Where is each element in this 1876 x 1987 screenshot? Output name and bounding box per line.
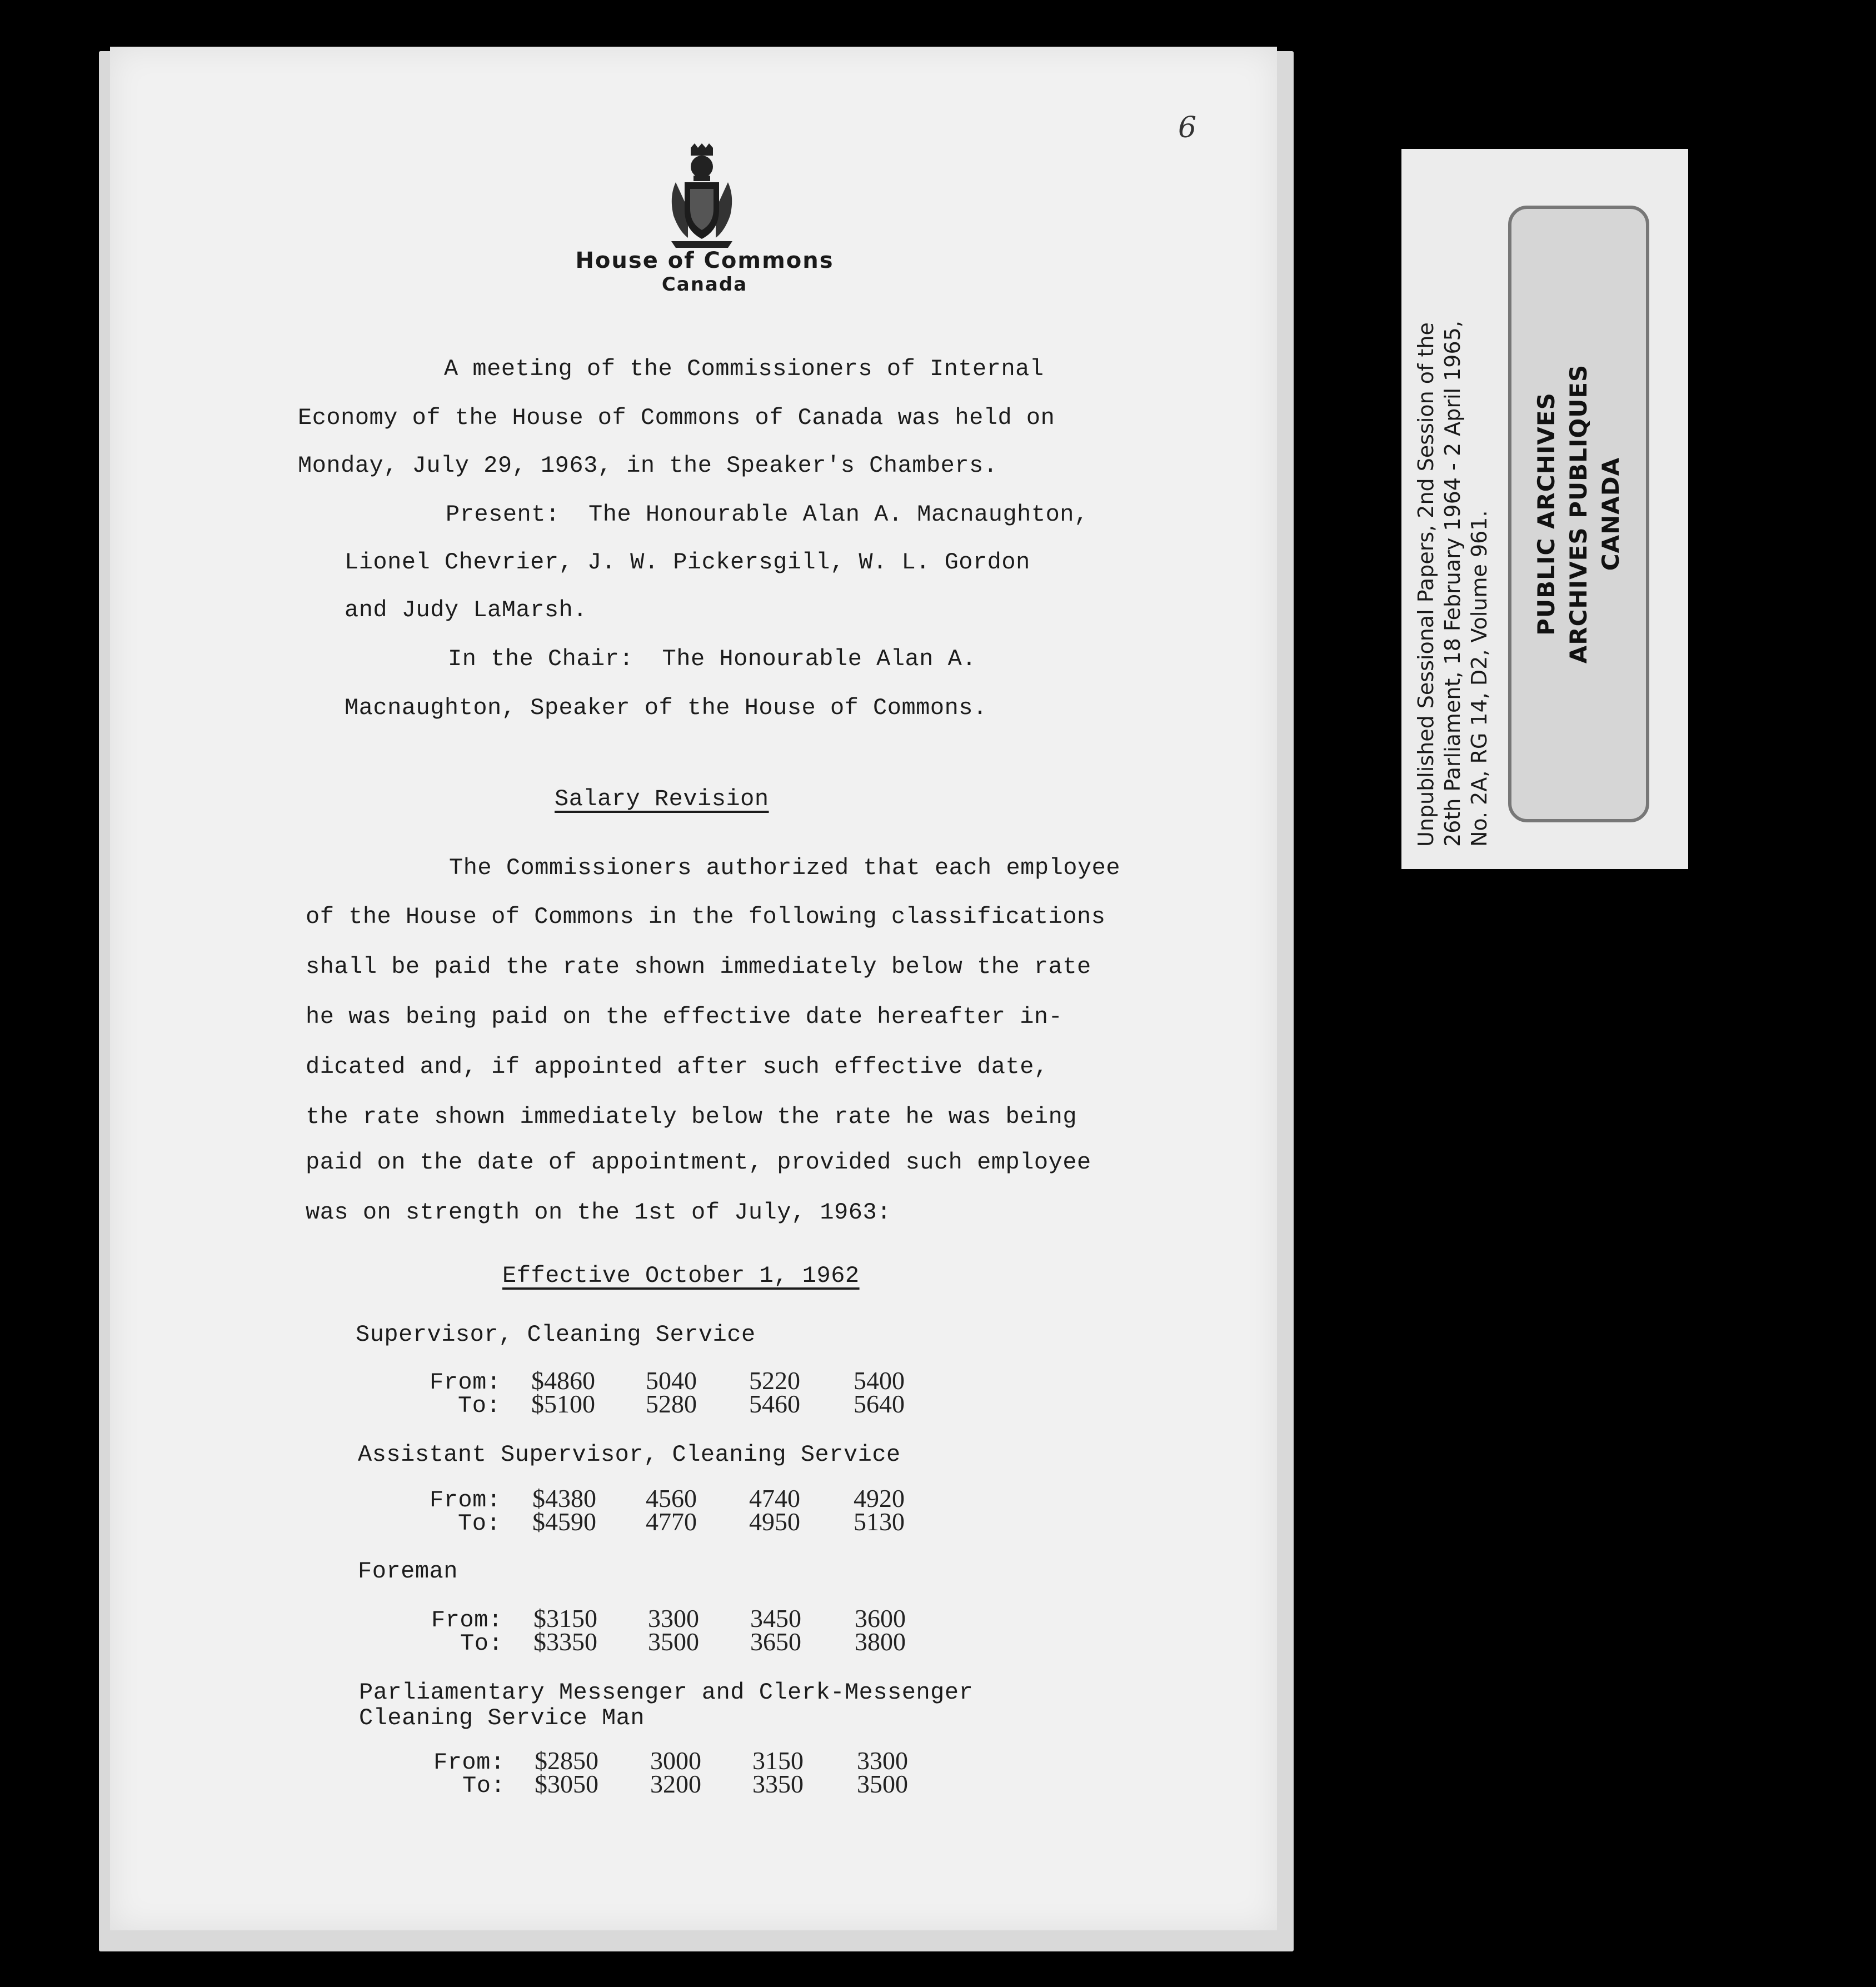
archive-label	[1401, 149, 1688, 869]
present-line: Lionel Chevrier, J. W. Pickersgill, W. L. Gordon	[345, 549, 1030, 576]
rate-value: 4770	[646, 1507, 697, 1536]
coat-of-arms-icon	[666, 143, 738, 249]
rate-value: 3000	[650, 1746, 701, 1775]
classification-title: Supervisor, Cleaning Service	[356, 1321, 756, 1348]
to-label: To:	[458, 1510, 501, 1537]
to-label: To:	[462, 1773, 506, 1799]
archive-stamp	[1508, 206, 1649, 822]
classification-title: Cleaning Service Man	[359, 1705, 645, 1731]
rate-value: 3150	[752, 1746, 804, 1775]
rate-value: $4380	[532, 1484, 596, 1512]
page-number: 6	[1178, 111, 1197, 144]
body-line: he was being paid on the effective date hereafter in-	[306, 1004, 1063, 1030]
rate-value: $4860	[531, 1366, 595, 1395]
rate-value: 3300	[857, 1746, 908, 1775]
archive-caption-line: Unpublished Sessional Papers, 2nd Session of the	[1414, 322, 1438, 847]
archive-label-rotated	[1401, 149, 1688, 869]
rate-value: 5640	[854, 1390, 905, 1418]
intro-line: Monday, July 29, 1963, in the Speaker's Chambers.	[298, 452, 998, 479]
rate-value: 3200	[650, 1770, 701, 1798]
rate-value: $3050	[535, 1770, 598, 1798]
classification-title: Assistant Supervisor, Cleaning Service	[358, 1441, 901, 1468]
intro-line: Economy of the House of Commons of Canada was held on	[298, 405, 1055, 431]
chair-line: In the Chair: The Honourable Alan A.	[448, 646, 977, 672]
letterhead-title: House of Commons	[575, 248, 834, 273]
archive-stamp-line: CANADA	[1597, 457, 1624, 571]
rate-value: $3350	[533, 1627, 597, 1656]
rate-value: $5100	[531, 1390, 595, 1418]
rate-value: 3800	[855, 1627, 906, 1656]
rate-value: 5220	[749, 1366, 800, 1395]
body-line: paid on the date of appointment, provided such employee	[306, 1149, 1091, 1176]
rate-value: 3500	[857, 1770, 908, 1798]
rate-value: $2850	[535, 1746, 598, 1775]
rate-value: 5460	[749, 1390, 800, 1418]
from-label: From:	[430, 1487, 501, 1514]
rate-value: 4950	[749, 1507, 800, 1536]
rate-value: $3150	[533, 1604, 597, 1632]
body-line: the rate shown immediately below the rate he was being	[306, 1104, 1077, 1130]
rate-value: 5040	[646, 1366, 697, 1395]
rate-value: 3450	[750, 1604, 801, 1632]
from-label: From:	[431, 1607, 503, 1634]
to-label: To:	[458, 1392, 501, 1419]
section-heading: Salary Revision	[555, 786, 769, 812]
from-label: From:	[433, 1749, 505, 1776]
rate-value: 3500	[648, 1627, 699, 1656]
document-page	[110, 47, 1277, 1930]
body-line: dicated and, if appointed after such effective date,	[306, 1054, 1049, 1080]
rate-value: 3350	[752, 1770, 804, 1798]
rate-value: 3600	[855, 1604, 906, 1632]
letterhead-subtitle: Canada	[661, 273, 748, 296]
rate-value: 3300	[648, 1604, 699, 1632]
to-label: To:	[460, 1630, 503, 1657]
body-line: The Commissioners authorized that each employee	[449, 855, 1121, 881]
rate-value: 5400	[854, 1366, 905, 1395]
rate-value: 4740	[749, 1484, 800, 1512]
effective-heading: Effective October 1, 1962	[502, 1262, 860, 1289]
body-line: was on strength on the 1st of July, 1963:	[306, 1199, 891, 1226]
intro-line: A meeting of the Commissioners of Internal	[444, 356, 1044, 382]
archive-caption-line: 26th Parliament, 18 February 1964 - 2 April 1965,	[1440, 321, 1465, 847]
body-line: shall be paid the rate shown immediately below the rate	[306, 953, 1091, 980]
chair-line: Macnaughton, Speaker of the House of Commons.	[345, 695, 987, 721]
present-line: and Judy LaMarsh.	[345, 597, 587, 623]
rate-value: 3650	[750, 1627, 801, 1656]
rate-value: 4560	[646, 1484, 697, 1512]
classification-title: Foreman	[358, 1558, 458, 1585]
rate-value: $4590	[532, 1507, 596, 1536]
present-line: Present: The Honourable Alan A. Macnaughton,	[446, 501, 1089, 528]
rate-value: 5280	[646, 1390, 697, 1418]
archive-stamp-line: ARCHIVES PUBLIQUES	[1565, 364, 1592, 664]
from-label: From:	[430, 1369, 501, 1396]
archive-caption-line: No. 2A, RG 14, D2, Volume 961.	[1467, 510, 1491, 847]
classification-title: Parliamentary Messenger and Clerk-Messenger	[359, 1679, 974, 1706]
archive-stamp-line: PUBLIC ARCHIVES	[1533, 392, 1560, 636]
rate-value: 4920	[854, 1484, 905, 1512]
body-line: of the House of Commons in the following classifications	[306, 903, 1106, 930]
rate-value: 5130	[854, 1507, 905, 1536]
